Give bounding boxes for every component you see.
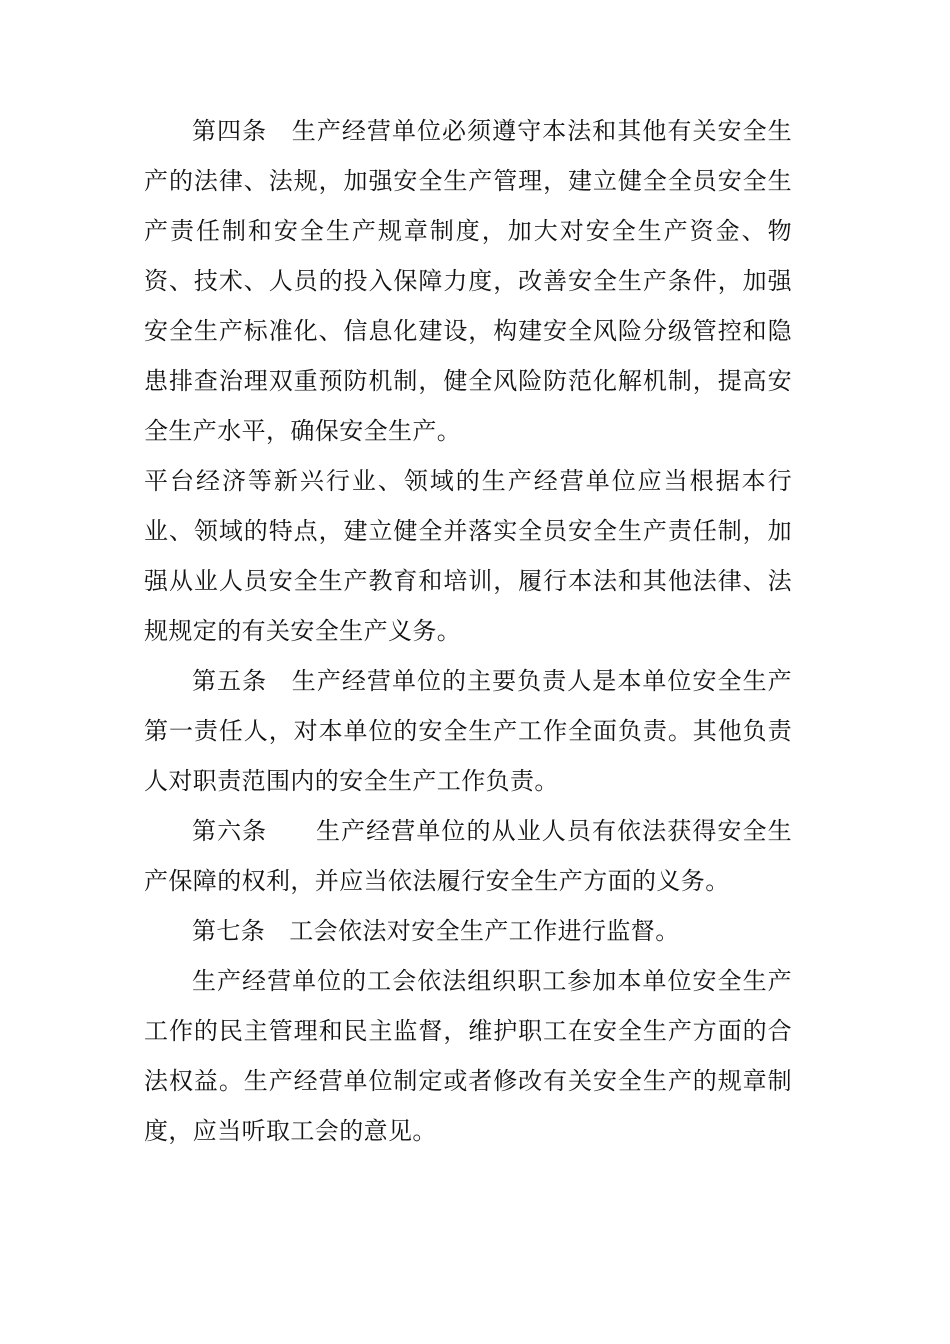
- paragraph-text: 平台经济等新兴行业、领域的生产经营单位应当根据本行业、领域的特点，建立健全并落实全员安全生产责任制，加强从业人员安全生产教育和培训，履行本法和其他法律、法规规定的有关安全生产义务。: [144, 467, 792, 645]
- article-7-paragraph: [144, 906, 792, 956]
- article-6-paragraph: [144, 806, 792, 906]
- article-number: 第五条: [192, 667, 268, 695]
- article-4-paragraph: [144, 106, 792, 456]
- document-body: [144, 106, 792, 1156]
- article-text: 生产经营单位的主要负责人是本单位安全生产第一责任人，对本单位的安全生产工作全面负责。其他负责人对职责范围内的安全生产工作负责。: [144, 667, 793, 795]
- article-number: 第四条: [192, 117, 268, 145]
- article-4-paragraph-2: [144, 456, 792, 656]
- article-text: 生产经营单位必须遵守本法和其他有关安全生产的法律、法规，加强安全生产管理，建立健全全员安全生产责任制和安全生产规章制度，加大对安全生产资金、物资、技术、人员的投入保障力度，改善安全生产条件，加强安全生产标准化、信息化建设，构建安全风险分级管控和隐患排查治理双重预防机制，健全风险防范化解机制，提高安全生产水平，确保安全生产。: [144, 117, 793, 445]
- article-number: 第六条: [192, 817, 268, 845]
- article-text: 工会依法对安全生产工作进行监督。: [289, 917, 680, 945]
- paragraph-text: 生产经营单位的工会依法组织职工参加本单位安全生产工作的民主管理和民主监督，维护职工在安全生产方面的合法权益。生产经营单位制定或者修改有关安全生产的规章制度，应当听取工会的意见。: [144, 967, 792, 1145]
- article-text: 生产经营单位的从业人员有依法获得安全生产保障的权利，并应当依法履行安全生产方面的义务。: [144, 817, 792, 895]
- article-7-paragraph-2: [144, 956, 792, 1156]
- article-number: 第七条: [192, 917, 266, 945]
- article-5-paragraph: [144, 656, 792, 806]
